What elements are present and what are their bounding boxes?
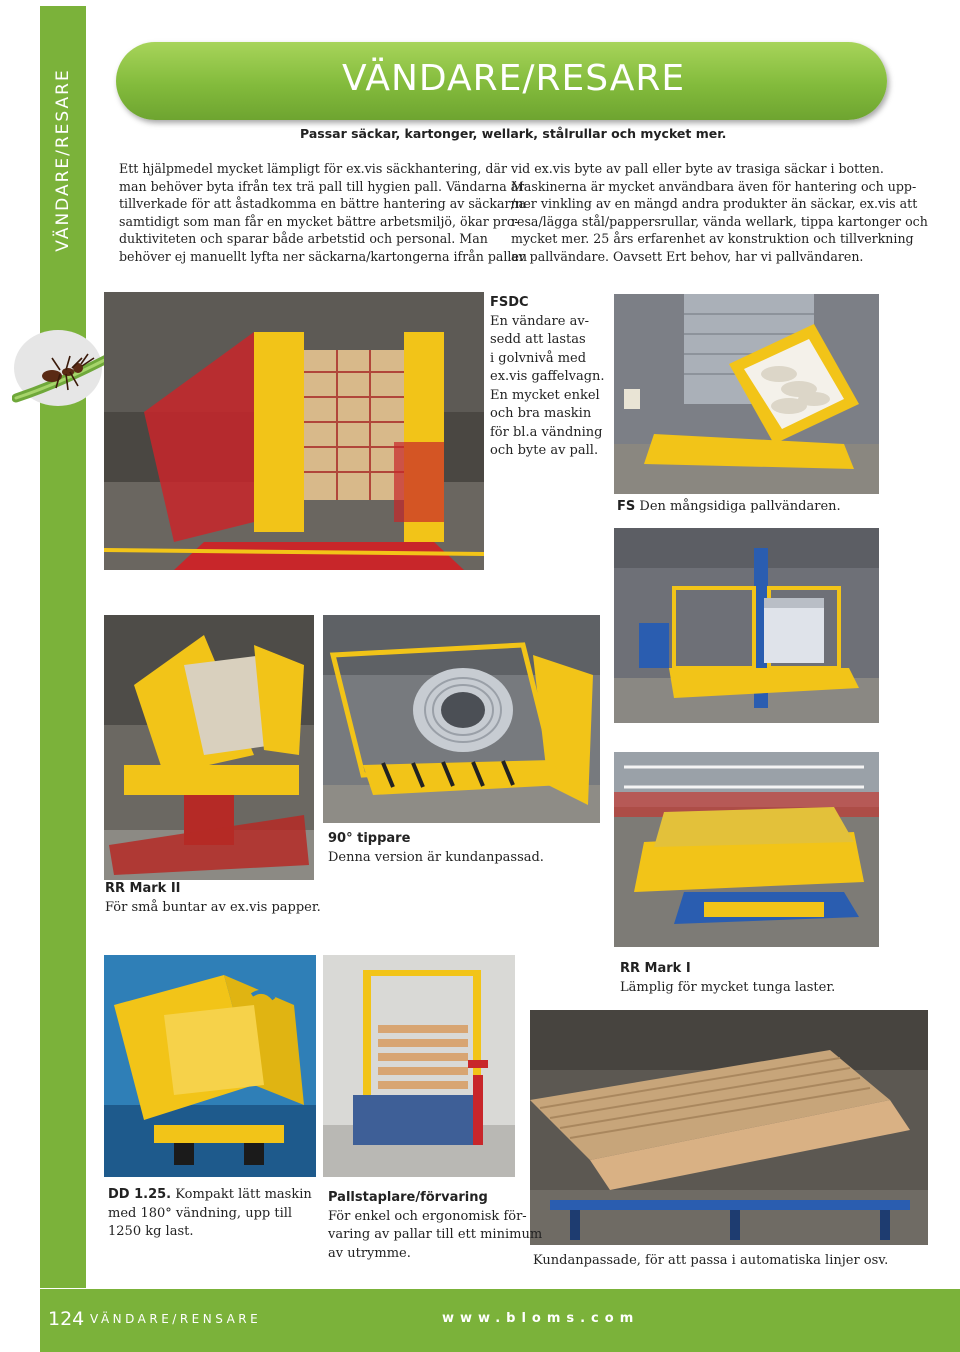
caption-line: av utrymme.: [328, 1245, 411, 1261]
intro-right-line: av pallvändare. Oavsett Ert behov, har vi pallvändaren.: [511, 248, 864, 264]
intro-right-line: vid ex.vis byte av pall eller byte av trasiga säckar i botten.: [511, 161, 884, 176]
page-title: VÄNDARE/RESARE: [342, 58, 686, 99]
caption-tippare-text: Denna version är kundanpassad.: [328, 849, 544, 865]
intro-right-line: resa/lägga stål/pappersrullar, vända wellark, tippa kartonger och: [511, 213, 928, 229]
caption-line: sedd att lastas: [490, 332, 586, 347]
caption-line: 1250 kg last.: [108, 1224, 194, 1239]
photo-fsdc-turner: [104, 292, 484, 570]
intro-left-line: behöver ej manuellt lyfta ner säckarna/kartongerna ifrån pallen: [119, 248, 528, 264]
intro-right: [511, 160, 928, 266]
intro-left-line: duktiviteten och sparar både arbetstid och personal. Man: [119, 231, 488, 247]
intro-left-line: Ett hjälpmedel mycket lämpligt för ex.vis säckhantering, där: [119, 161, 508, 176]
caption-dd-name: DD 1.25.: [108, 1187, 172, 1202]
caption-line: och byte av pall.: [490, 443, 599, 458]
caption-pall: [328, 1189, 542, 1263]
photo-fs-turner: [614, 294, 879, 494]
page-subtitle: Passar säckar, kartonger, wellark, stålrullar och mycket mer.: [300, 126, 727, 141]
caption-line: i golvnivå med: [490, 350, 587, 366]
caption-pall-name: Pallstaplare/förvaring: [328, 1190, 488, 1205]
intro-left-line: samtidigt som man får en mycket bättre arbetsmiljö, ökar pro-: [119, 213, 519, 229]
sidebar-vertical-title: VÄNDARE/RESARE: [53, 68, 73, 252]
page-number: 124: [48, 1308, 85, 1330]
photo-90-tippare: [323, 615, 600, 823]
caption-line: En vändare av-: [490, 313, 590, 329]
caption-rr2-name: RR Mark II: [105, 881, 181, 896]
photo-rr-mark-ii: [104, 615, 314, 880]
caption-fs-text: Den mångsidiga pallvändaren.: [639, 499, 841, 514]
caption-fs: [617, 498, 841, 517]
caption-line: En mycket enkel: [490, 387, 600, 403]
caption-line: ex.vis gaffelvagn.: [490, 369, 605, 384]
intro-left-line: man behöver byta ifrån tex trä pall till hygien pall. Vändarna är: [119, 178, 525, 194]
photo-kundanpassade: [530, 1010, 928, 1245]
caption-line: för bl.a vändning: [490, 424, 603, 440]
caption-rr1-text: Lämplig för mycket tunga laster.: [620, 979, 836, 995]
caption-dd-first: Kompakt lätt maskin: [175, 1187, 312, 1202]
caption-kund: [533, 1252, 888, 1271]
caption-fs-name: FS: [617, 499, 636, 514]
photo-fs-cage: [614, 528, 879, 723]
intro-right-line: Maskinerna är mycket användbara även för hantering och upp-: [511, 178, 917, 194]
caption-tippare: [328, 830, 544, 867]
intro-right-line: /ner vinkling av en mängd andra produkter än säckar, ex.vis att: [511, 196, 918, 212]
caption-line: varing av pallar till ett minimum: [328, 1227, 543, 1242]
caption-line: och bra maskin: [490, 406, 592, 421]
photo-dd-125: [104, 955, 316, 1177]
intro-right-line: mycket mer. 25 års erfarenhet av konstruktion och tillverkning: [511, 231, 914, 247]
intro-left-line: tillverkade för att åstadkomma en bättre hantering av säckarna: [119, 196, 527, 212]
photo-pallstaplare: [323, 955, 515, 1177]
caption-line: För enkel och ergonomisk för-: [328, 1208, 527, 1224]
caption-tippare-name: 90° tippare: [328, 831, 411, 846]
caption-rr2: [105, 880, 321, 917]
footer-website: www.bloms.com: [442, 1311, 640, 1326]
caption-rr1-name: RR Mark I: [620, 961, 691, 976]
caption-fsdc-name: FSDC: [490, 295, 529, 310]
caption-line: med 180° vändning, upp till: [108, 1205, 293, 1221]
caption-dd: [108, 1186, 312, 1242]
photo-rr-mark-i: [614, 752, 879, 947]
intro-left: [119, 160, 527, 266]
caption-rr2-text: För små buntar av ex.vis papper.: [105, 899, 321, 915]
footer-section-label: VÄNDARE/RENSARE: [90, 1312, 262, 1326]
caption-fsdc: [490, 294, 605, 461]
caption-rr1: [620, 960, 835, 997]
caption-kund-text: Kundanpassade, för att passa i automatiska linjer osv.: [533, 1253, 889, 1268]
